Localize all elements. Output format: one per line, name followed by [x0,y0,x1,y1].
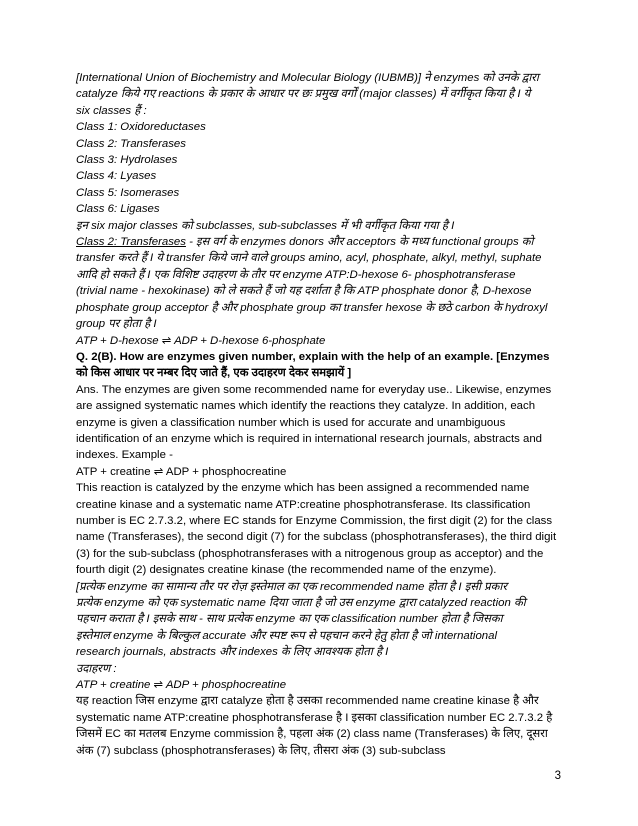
answer-paragraph [76,382,566,464]
intro-line-3: six classes हैं : [76,104,147,117]
hindi-paragraph [76,579,566,661]
transferases-line-5: phosphate group acceptor है और phosphate group का transfer hexose के छठे carbon के hydroxyl [76,301,548,314]
explanation-line: number is EC 2.7.3.2, where EC stands for Enzyme Commission, the first digit (2) for the class [76,514,553,527]
subclass-line: इन six major classes को subclasses, sub-subclasses में भी वर्गीकृत किया गया है I [76,219,455,232]
hindi-line: इस्तेमाल enzyme के बिल्कुल accurate और स्पष्ट रूप से पहचान करने हेतु होता है जो international [76,629,497,642]
answer-line: identification of an enzyme which is required in international research journals, abstracts and [76,432,543,445]
hindi-line: पहचान कराता है I इसके साथ - साथ प्रत्येक enzyme का एक classification number होता है जिसका [76,613,503,626]
class-item: Class 2: Transferases [76,137,186,150]
hindi-line: research journals, abstracts और indexes के लिए आवश्यक होता है I [76,646,389,659]
transferases-paragraph [76,234,566,332]
class-item: Class 5: Isomerases [76,186,180,199]
class-item: Class 1: Oxidoreductases [76,121,206,134]
final-line: systematic name ATP:creatine phosphotransferase है I इसका classification number EC 2.7.3.2 है [76,711,553,724]
hindi-line: प्रत्येक enzyme को एक systematic name दिया जाता है जो उस enzyme द्वारा catalyzed reaction की [76,597,526,609]
document-page [76,70,566,759]
explanation-line: (3) for the sub-subclass (phosphotransferases with a nitrogenous group as acceptor) and the [76,547,544,560]
explanation-line: This reaction is catalyzed by the enzyme which has been assigned a recommended name [76,482,530,495]
final-line: अंक (7) subclass (phosphotransferases) के लिए, तीसरा अंक (3) sub-subclass [76,744,446,757]
question-line-2: को किस आधार पर नम्बर दिए जाते हैं, एक उदाहरण देकर समझायें ] [76,367,352,380]
transferases-line-3: आदि हो सकते हैं I एक विशिष्ट उदाहरण के तौर पर enzyme ATP:D-hexose 6- phosphotransferase [76,268,516,281]
example-label: उदाहरण : [76,662,117,675]
transferases-line-4: (trivial name - hexokinase) को ले सकते हैं जो यह दर्शाता है कि ATP phosphate donor है, D-hexose [76,285,532,298]
answer-line: enzyme is given a classification number which is used for accurate and unambiguous [76,416,506,429]
answer-line: Ans. The enzymes are given some recommended name for everyday use.. Likewise, enzymes [76,383,552,396]
equation-creatine-hindi: ATP + creatine ⇌ ADP + phosphocreatine [76,679,287,692]
transferases-line-6: group पर होता है I [76,318,157,331]
equation-creatine: ATP + creatine ⇌ ADP + phosphocreatine [76,465,287,478]
explanation-line: name (Transferases), the second digit (7) for the subclass (phosphotransferases), the third digit [76,531,557,544]
final-line: जिसमें EC का मतलब Enzyme commission है, पहला अंक (2) class name (Transferases) के लिए, दूसरा [76,728,548,741]
class-list [76,119,566,217]
hindi-line: [प्रत्येक enzyme का सामान्य तौर पर रोज़ इस्तेमाल का एक recommended name होता है I इसी प्रकार [76,580,507,593]
question-line-1: Q. 2(B). How are enzymes given number, explain with the help of an example. [Enzymes [76,350,550,363]
class-item: Class 6: Ligases [76,203,160,216]
transferases-heading: Class 2: Transferases [76,236,186,249]
explanation-line: creatine kinase and a systematic name ATP:creatine phosphotransferase. Its classification [76,498,531,511]
intro-line-1: [International Union of Biochemistry and Molecular Biology (IUBMB)] ने enzymes को उनके द्वारा [76,72,539,84]
final-paragraph [76,693,566,759]
transferases-line-2: transfer करते हैं I ये transfer किये जाने वाले groups amino, acyl, phosphate, alkyl, methyl, suphate [76,252,542,265]
page-number: 3 [554,770,561,782]
answer-line: are assigned systematic names which identify the reactions they catalyze. In addition, each [76,400,536,413]
answer-line: indexes. Example - [76,449,173,462]
equation-hexokinase: ATP + D-hexose ⇌ ADP + D-hexose 6-phosphate [76,334,326,347]
explanation-line: fourth digit (2) designates creatine kinase (the recommended name of the enzyme). [76,564,497,577]
intro-line-2: catalyze किये गए reactions के प्रकार के आधार पर छः प्रमुख वर्गों (major classes) में वर्गीकृत किया है I ये [76,88,531,101]
explanation-paragraph [76,480,566,578]
final-line: यह reaction जिस enzyme द्वारा catalyze होता है उसका recommended name creatine kinase है और [76,695,539,708]
class-item: Class 3: Hydrolases [76,154,178,167]
transferases-line-1 [76,234,566,250]
class-item: Class 4: Lyases [76,170,157,183]
transferases-line-1-text: - इस वर्ग के enzymes donors और acceptors के मध्य functional groups को [185,236,534,249]
